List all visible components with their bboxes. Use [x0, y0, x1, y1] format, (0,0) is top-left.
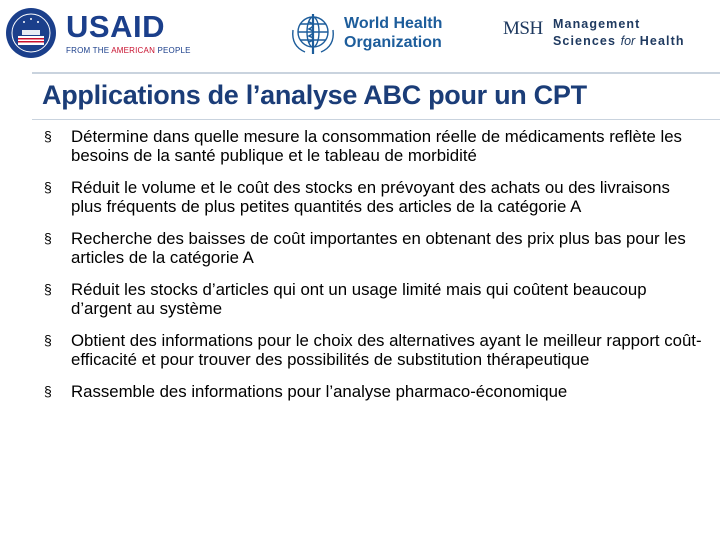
- bullet-text: Recherche des baisses de coût importantes en obtenant des prix plus bas pour les articles de la catégorie A: [71, 229, 686, 267]
- list-item: [44, 127, 704, 165]
- bullet-text: Obtient des informations pour le choix des alternatives ayant le meilleur rapport coût-efficacité et pour trouver des possibilités de substitution thérapeutique: [71, 331, 702, 369]
- who-emblem-icon: [287, 10, 339, 58]
- bullet-icon: §: [44, 281, 52, 297]
- usaid-logo: [6, 8, 191, 58]
- bullet-text: Réduit les stocks d’articles qui ont un usage limité mais qui coûtent beaucoup d’argent au système: [71, 280, 647, 318]
- title-rule: [32, 119, 720, 120]
- header-divider: [32, 72, 720, 74]
- list-item: [44, 331, 704, 369]
- bullet-list: [44, 127, 704, 414]
- list-item: [44, 229, 704, 267]
- list-item: [44, 280, 704, 318]
- list-item: [44, 382, 704, 401]
- usaid-wordmark: USAID: [66, 9, 165, 44]
- bullet-text: Réduit le volume et le coût des stocks en prévoyant des achats ou des livraisons plus fréquents de plus petites quantités des articles de la catégorie A: [71, 178, 670, 216]
- bullet-icon: §: [44, 179, 52, 195]
- bullet-text: Rassemble des informations pour l’analyse pharmaco-économique: [71, 382, 568, 401]
- slide-title: Applications de l’analyse ABC pour un CPT: [42, 80, 587, 110]
- usaid-tagline: FROM THE AMERICAN PEOPLE: [66, 46, 191, 55]
- msh-logo: [503, 12, 718, 56]
- who-name: World Health Organization: [344, 15, 443, 51]
- list-item: [44, 178, 704, 216]
- bullet-text: Détermine dans quelle mesure la consommation réelle de médicaments reflète les besoins de la santé publique et le tableau de morbidité: [71, 127, 682, 165]
- bullet-icon: §: [44, 383, 52, 399]
- bullet-icon: §: [44, 128, 52, 144]
- bullet-icon: §: [44, 332, 52, 348]
- usaid-seal-icon: [6, 8, 56, 58]
- bullet-icon: §: [44, 230, 52, 246]
- msh-name: Management Sciences for Health: [553, 17, 685, 48]
- logo-header: [0, 0, 720, 72]
- who-logo: [287, 10, 447, 58]
- msh-mark: MSH: [503, 18, 543, 39]
